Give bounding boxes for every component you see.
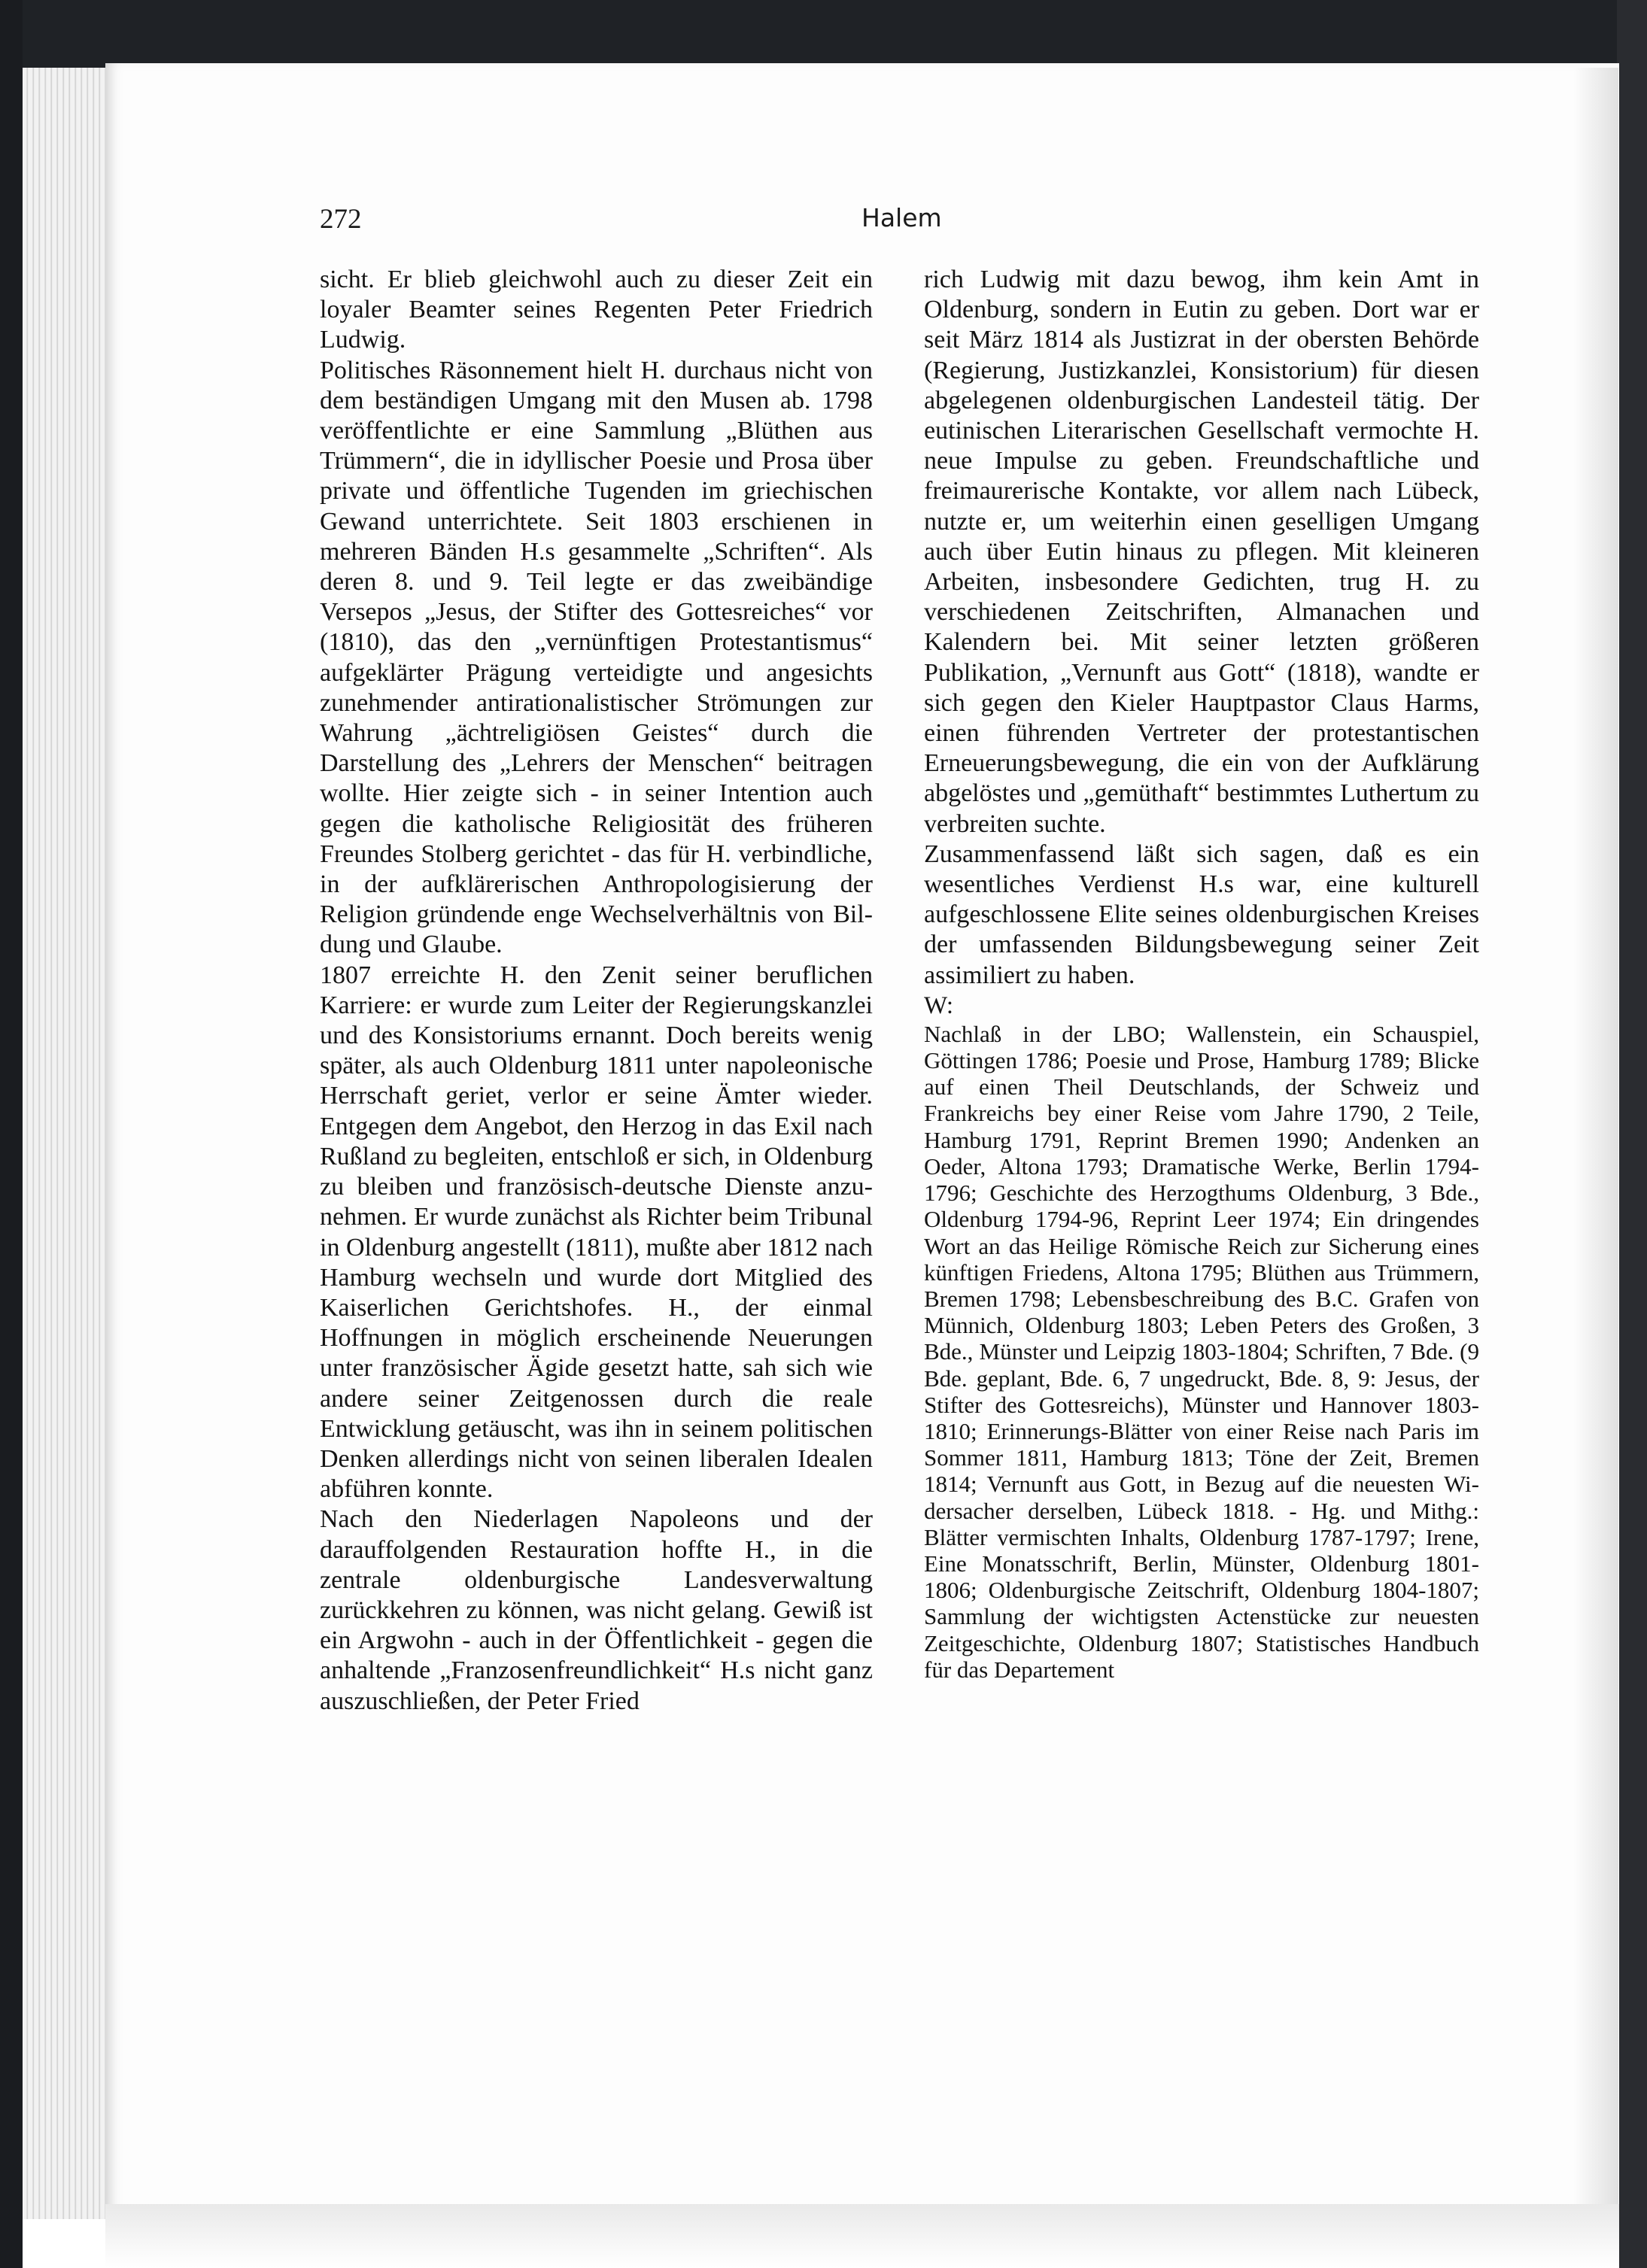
- paragraph: sicht. Er blieb gleichwohl auch zu dieser Zeit ein loyaler Beamter seines Regenten Peter Friedrich Ludwig.: [320, 266, 873, 354]
- book-cover-right: [1617, 0, 1647, 2268]
- paragraph: rich Ludwig mit dazu bewog, ihm kein Amt in Oldenburg, sondern in Eutin zu geben. Dort war er seit März 1814 als Justizrat in der obersten Behörde (Regierung, Justizkanzlei, Konsistorium) für diesen abgelegenen oldenburgischen Landesteil tätig. Der eutinischen Literarischen Gesellschaft vermochte H. neue Impulse zu geben. Freundschaftliche und freimaurerische Kontakte, vor allem nach Lübeck, nutzte er, um weiterhin einen geselligen Umgang auch über Eutin hinaus zu pflegen. Mit kleineren Arbeiten, insbesondere Gedichten, trug H. zu verschiedenen Zeitschriften, Almanachen und Kalendern bei. Mit seiner letzten größeren Publikation, „Vernunft aus Gott“ (1818), wandte er sich gegen den Kieler Hauptpastor Claus Harms, einen führenden Vertreter der protestantischen Erneuerungsbewegung, die ein von der Aufklärung abgelöstes und „gemüthaft“ bestimmtes Luthertum zu verbreiten suchte.: [924, 266, 1479, 838]
- paragraph: 1807 erreichte H. den Zenit seiner beruflichen Karriere: er wurde zum Leiter der Regierungskanzlei und des Konsistoriums ernannt. Doch bereits wenig später, als auch Oldenburg 1811 unter napoleonische Herrschaft geriet, verlor er seine Ämter wieder. Entgegen dem Angebot, den Herzog in das Exil nach Rußland zu begleiten, entschloß er sich, in Oldenburg zu bleiben und französisch-deutsche Dienste anzunehmen. Er wurde zunächst als Richter beim Tribunal in Oldenburg angestellt (1811), mußte aber 1812 nach Hamburg wechseln und wurde dort Mitglied des Kaiserlichen Gerichtshofes. H., der einmal Hoffnungen in möglich erscheinende Neuerungen unter französischer Ägide gesetzt hatte, sah sich wie andere seiner Zeitgenossen durch die reale Entwicklung getäuscht, was ihn in seinem politischen Denken allerdings nicht von seinen liberalen Idealen abführen konnte.: [320, 961, 873, 1504]
- page-number: 272: [320, 204, 362, 235]
- running-head: Halem: [861, 203, 942, 232]
- works-list: Nachlaß in der LBO; Wallenstein, ein Schauspiel, Göttingen 1786; Poesie und Prose, Hamburg 1789; Blicke auf einen Theil Deutschlands, der Schweiz und Frankreichs bey einer Reise vom Jahre 1790, 2 Teile, Hamburg 1791, Reprint Bremen 1990; Andenken an Oeder, Altona 1793; Dramatische Werke, Berlin 1794-1796; Geschichte des Herzogthums Oldenburg, 3 Bde., Oldenburg 1794-96, Reprint Leer 1974; Ein dringendes Wort an das Heilige Römische Reich zur Sicherung eines künftigen Friedens, Altona 1795; Blüthen aus Trümmern, Bremen 1798; Lebensbeschreibung des B.C. Grafen von Münnich, Oldenburg 1803; Leben Peters des Großen, 3 Bde., Münster und Leipzig 1803-1804; Schriften, 7 Bde. (9 Bde. geplant, Bde. 6, 7 ungedruckt, Bde. 8, 9: Jesus, der Stifter des Gottesreichs), Münster und Hannover 1803-1810; Erinnerungs-Blätter von einer Reise nach Paris im Sommer 1811, Hamburg 1813; Töne der Zeit, Bremen 1814; Vernunft aus Gott, in Bezug auf die neuesten Widersacher derselben, Lübeck 1818. - Hg. und Mithg.: Blätter vermischten Inhalts, Oldenburg 1787-1797; Irene, Eine Monatsschrift, Berlin, Münster, Oldenburg 1801-1806; Oldenburgische Zeitschrift, Oldenburg 1804-1807; Sammlung der wichtigsten Actenstücke zur neuesten Zeitgeschichte, Oldenburg 1807; Statistisches Handbuch für das Departement: [924, 1020, 1479, 1683]
- page-edges: [23, 68, 108, 2219]
- book-cover-top: [0, 0, 1647, 72]
- paragraph: Politisches Räsonnement hielt H. durchaus nicht von dem beständigen Umgang mit den Musen ab. 1798 veröffentlichte er eine Sammlung „Blüthen aus Trümmern“, die in idyllischer Poesie und Prosa über private und öffentliche Tugenden im griechischen Gewand unterrichtete. Seit 1803 erschienen in mehreren Bänden H.s gesammelte „Schriften“. Als deren 8. und 9. Teil legte er das zweibändige Versepos „Jesus, der Stifter des Gottesreiches“ vor (1810), das den „vernünftigen Protestantismus“ aufgeklärter Prägung verteidigte und angesichts zunehmender antirationalistischer Strömungen zur Wahrung „ächtreligiösen Geistes“ durch die Darstellung des „Lehrers der Menschen“ beitragen wollte. Hier zeigte sich - in seiner Intention auch gegen die katholische Religiosität des früheren Freundes Stolberg gerichtet - das für H. verbindliche, in der aufklärerischen Anthropologisierung der Religion gründende enge Wechselverhältnis von Bildung und Glaube.: [320, 356, 873, 959]
- right-column: [924, 265, 1479, 1683]
- book-cover-left: [0, 0, 23, 2268]
- page-curve-shadow: [1573, 68, 1618, 2219]
- paragraph: Zusammenfassend läßt sich sagen, daß es ein wesentliches Verdienst H.s war, eine kulturell aufgeschlossene Elite seines oldenburgischen Kreises der umfassenden Bildungsbewegung seiner Zeit assimiliert zu haben.: [924, 839, 1479, 989]
- paragraph: Nach den Niederlagen Napoleons und der darauffolgenden Restauration hoffte H., in die zentrale oldenburgische Landesverwaltung zurückkehren zu können, was nicht gelang. Gewiß ist ein Argwohn - auch in der Öffentlichkeit - gegen die anhaltende „Franzosenfreundlichkeit“ H.s nicht ganz auszuschließen, der Peter Fried: [320, 1505, 873, 1715]
- page-bottom-shade: [105, 2204, 1619, 2268]
- page-header: [320, 203, 1494, 248]
- works-label: W:: [924, 991, 954, 1019]
- left-column: [320, 265, 873, 1717]
